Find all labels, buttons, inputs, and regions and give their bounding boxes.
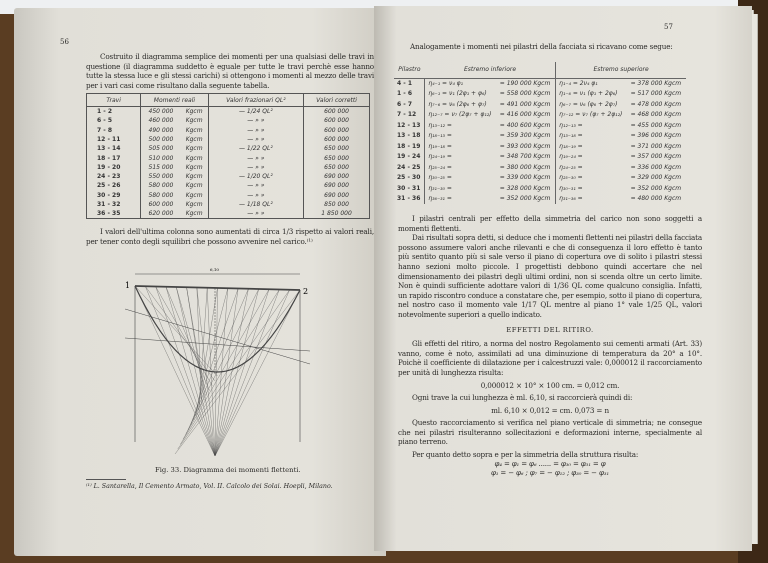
table-cell: η₁₃₋₁₈ = [559,132,583,140]
table-cell: Kgcm [181,200,208,209]
table-cell: 24 - 25 [394,162,425,173]
equation-4: φ₁ = − φ₆ ; φ₇ = − φ₁₂ ; φ₃₀ = − φ₃₁ [490,469,610,478]
node-label-2: 2 [303,287,309,296]
table-cell: 36 - 35 [87,209,141,218]
table-cell: η₁₃₋₁₂ = [428,121,452,129]
table-cell: = 329 000 Kgcm [630,174,682,182]
table-cell: — 1/24 QL² [208,107,303,116]
table-cell: η₃₀₋₂₅ = [428,174,452,182]
column-header: Valori frazionari QL² [208,94,303,107]
table-cell: η₁₋₆ = ν₁ (φ₁ + 2φ₆) [559,90,618,98]
intro-paragraph: Analogamente i momenti nei pilastri della facciata si ricavano come segue: [410,42,673,51]
moment-diagram [95,266,335,462]
table-cell: 850 000 [304,200,370,209]
paragraph-beam-length: Ogni trave la cui lunghezza è ml. 6,10, si raccorcierà quindi di: [412,393,633,403]
table-cell: 690 000 [304,172,370,181]
table-cell: 600 000 [304,125,370,134]
column-header: Travi [87,94,141,107]
table-cell: 25 - 30 [394,173,425,184]
table-cell: η₆₋₇ = ν₆ (φ₆ + 2φ₇) [559,100,618,108]
table-cell: 6 - 7 [394,99,425,110]
table-cell: η₃₆₋₃₁ = [428,195,452,203]
table-cell: 6 - 5 [87,116,141,125]
table-cell: Kgcm [181,209,208,218]
table-row [394,110,686,121]
table-cell: 31 - 32 [87,200,141,209]
table-cell: 600 000 [304,135,370,144]
table-cell: η₇₋₆ = ν₆ (2φ₆ + φ₇) [428,100,487,108]
table-cell: = 468 000 Kgcm [630,111,682,119]
table-cell: 1 - 6 [394,89,425,100]
table-row [87,181,370,190]
table-cell: = 378 000 Kgcm [630,80,682,87]
table-cell: = 352 000 Kgcm [497,194,556,205]
table-row [87,107,370,116]
page-number: 56 [60,38,69,46]
table-row [394,78,686,89]
table-cell: — » » [208,153,303,162]
table-cell: 650 000 [304,144,370,153]
figure-caption: Fig. 33. Diagramma dei momenti flettenti. [155,466,301,474]
table-cell: — 1/20 QL² [208,172,303,181]
footnote-rule [86,479,126,480]
table-row [87,144,370,153]
page-number: 57 [664,23,673,31]
table-cell: 13 - 18 [394,131,425,142]
table-cell: 600 000 [304,116,370,125]
right-text-flow [398,214,702,479]
table-cell: η₁₉₋₁₈ = [428,142,452,150]
table-row [87,135,370,144]
table-cell: η₂₅₋₂₄ = [428,163,452,171]
table-cell: η₃₀₋₃₁ = [559,184,583,192]
table-cell: 7 - 12 [394,110,425,121]
table-row [394,183,686,194]
table-cell: = 400 600 Kgcm [497,120,556,131]
table-cell: Kgcm [181,116,208,125]
table-cell: 25 - 26 [87,181,141,190]
footnote: ⁽¹⁾ L. Santarella, Il Cemento Armato, Vol. II. Calcolo dei Solai. Hoepli, Milano. [86,483,333,490]
table-cell: 1 850 000 [304,209,370,218]
table-cell: = 190 000 Kgcm [497,78,556,89]
table-cell: 650 000 [304,153,370,162]
table-cell: Kgcm [181,144,208,153]
table-cell: Kgcm [181,135,208,144]
table-cell: η₃₁₋₃₆ = [559,195,583,203]
table-row [394,173,686,184]
column-header: Momenti reali [141,94,208,107]
table-cell: 580 000 [141,181,181,190]
table-cell: η₁₋₄ = 2ν₄ φ₁ [559,80,598,87]
column-moments-table [394,62,686,204]
span-label: 6,10 [210,267,219,272]
table-cell: — 1/18 QL² [208,200,303,209]
section-title: EFFETTI DEL RITIRO. [506,325,594,334]
table-cell: 7 - 8 [87,125,141,134]
table-row [87,125,370,134]
left-text-flow [86,52,374,246]
table-cell: 510 000 [141,153,181,162]
table-cell: = 491 000 Kgcm [497,99,556,110]
table-cell: 24 - 23 [87,172,141,181]
table-cell: η₃₁₋₃₀ = [428,184,452,192]
paragraph-conclusion: Per quanto detto sopra e per la simmetria della struttura risulta: [412,450,639,460]
intro-paragraph: Costruito il diagramma semplice dei momenti per una qualsiasi delle travi in questione (il diagramma suddetto è eguale per tutte le travi perchè esse hanno tutte la stessa luce e gli stessi carichi) si ottengono i momenti al mezzo delle travi per i vari casi come risultano dalla seguente tabella. [86,52,374,90]
table-cell: η₁₂₋₁₃ = [559,121,583,129]
table-row [394,141,686,152]
table-cell: = 380 000 Kgcm [497,162,556,173]
table-cell: η₁₉₋₂₄ = [559,153,583,161]
table-cell: 4 - 1 [394,78,425,89]
table-cell: 550 000 [141,172,181,181]
table-cell: — 1/22 QL² [208,144,303,153]
table-cell: — » » [208,181,303,190]
paragraph-results: Dai risultati sopra detti, si deduce che i momenti flettenti nei pilastri della facciata possono assumere valori anche rilevanti e che di conseguenza il loro effetto è tanto più sentito quanto più si sale verso il piano di copertura ove di solito i pilastri stessi hanno sezioni molto piccole. I progettisti debbono quindi accertare che nel dimensionamento dei pilastri degli ultimi ordini, non si scenda oltre un certo limite. Non è quindi sufficiente adottare valori di 1/36 QL come qualcuno consiglia. Infatti, un rapido riscontro conduce a constatare che, per esempio, sotto il piano di copertura, nel nostro caso il momento vale 1/17 QL mentre al piano 1° vale 1/25 QL, valori notevolmente superiori a quello indicato. [398,233,702,319]
table-cell: 30 - 29 [87,191,141,200]
table-row [394,152,686,163]
table-row [87,200,370,209]
table-cell: 19 - 20 [87,163,141,172]
table-cell: = 328 000 Kgcm [497,183,556,194]
table-cell: η₆₋₁ = ν₁ (2φ₁ + φ₆) [428,90,487,98]
table-cell: Kgcm [181,163,208,172]
table-row [394,99,686,110]
table-cell: 690 000 [304,181,370,190]
table-cell: Kgcm [181,153,208,162]
table-cell: 31 - 36 [394,194,425,205]
paragraph-shrinkage: Gli effetti del ritiro, a norma del nostro Regolamento sui cementi armati (Art. 33) vanno, come è noto, assimilati ad una diminuzione di temperatura da 20° a 10°. Poichè il coefficiente di dilatazione per i calcestruzzi vale: 0,000012 il raccorciamento per unità di lunghezza risulta: [398,339,702,377]
table-cell: = 336 000 Kgcm [630,163,682,171]
table-cell: Kgcm [181,125,208,134]
table-cell: = 359 300 Kgcm [497,131,556,142]
table-row [87,153,370,162]
table-row [87,163,370,172]
table-row [87,191,370,200]
moment-curve [135,286,300,372]
table-cell: η₂₄₋₂₅ = [559,163,583,171]
table-cell: = 480 000 Kgcm [630,195,682,203]
table-cell: 690 000 [304,191,370,200]
table-row [394,89,686,100]
table-cell: 19 - 24 [394,152,425,163]
table-row [394,162,686,173]
table-cell: 12 - 11 [87,135,141,144]
table-cell: η₁₈₋₁₃ = [428,132,452,140]
column-header: Pilastro [394,62,425,78]
table-cell: = 416 000 Kgcm [497,110,556,121]
table-cell: η₂₄₋₁₉ = [428,153,452,161]
table-cell: = 371 000 Kgcm [630,142,682,150]
table-cell: 18 - 17 [87,153,141,162]
table-cell: Kgcm [181,181,208,190]
table-cell: 600 000 [304,107,370,116]
table-row [394,194,686,205]
table-cell: Kgcm [181,107,208,116]
table-cell: — » » [208,116,303,125]
equation-3: φ₄ = φ₁ = φ₆ ...... = φ₃₀ = φ₃₁ = φ [494,459,606,468]
column-header: Estremo inferiore [425,62,556,78]
table-cell: 600 000 [141,200,181,209]
column-header: Estremo superiore [556,62,686,78]
table-cell: 460 000 [141,116,181,125]
equation-2: ml. 6,10 × 0,012 = cm. 0,073 = n [491,405,609,415]
table-cell: 500 000 [141,135,181,144]
moments-table [86,93,370,219]
table-cell: = 352 000 Kgcm [630,184,682,192]
table-cell: — » » [208,125,303,134]
table-row [87,209,370,218]
table-cell: — » » [208,135,303,144]
table-cell: 650 000 [304,163,370,172]
table-row [394,131,686,142]
table-cell: — » » [208,191,303,200]
table-cell: 13 - 14 [87,144,141,153]
table-cell: 1 - 2 [87,107,141,116]
table-cell: 490 000 [141,125,181,134]
paragraph-symmetry: Questo raccorciamento si verifica nel piano verticale di simmetria; ne consegue che nei pilastri risulteranno sollecitazioni e deformazioni interne, specialmente al piano terreno. [398,418,702,447]
table-cell: = 357 000 Kgcm [630,153,682,161]
table-cell: 18 - 19 [394,141,425,152]
table-cell: = 517 000 Kgcm [630,90,682,98]
node-label-1: 1 [125,281,131,290]
table-cell: — » » [208,163,303,172]
table-cell: Kgcm [181,172,208,181]
table-cell: = 339 000 Kgcm [497,173,556,184]
table-cell: 30 - 31 [394,183,425,194]
table-cell: 580 000 [141,191,181,200]
table-cell: Kgcm [181,191,208,200]
table-cell: η₄₋₁ = ν₄ φ₁ [428,80,463,87]
table-cell: = 558 000 Kgcm [497,89,556,100]
table-cell: η₁₂₋₇ = ν₇ (2φ₇ + φ₁₂) [428,111,492,119]
table-cell: η₁₈₋₁₉ = [559,142,583,150]
paragraph-central-columns: I pilastri centrali per effetto della simmetria del carico non sono soggetti a momenti flettenti. [398,214,702,233]
equation-1: 0,000012 × 10° × 100 cm. = 0,012 cm. [480,380,620,390]
table-cell: = 478 000 Kgcm [630,100,682,108]
table-row [87,116,370,125]
table-row [87,172,370,181]
note-paragraph: I valori dell'ultima colonna sono aumentati di circa 1/3 rispetto ai valori reali, per tener conto degli squilibri che possono avvenire nel carico.⁽¹⁾ [86,226,374,246]
table-cell: 515 000 [141,163,181,172]
table-cell: = 396 000 Kgcm [630,132,682,140]
table-cell: 505 000 [141,144,181,153]
table-cell: η₂₅₋₃₀ = [559,174,583,182]
column-header: Valori corretti [304,94,370,107]
table-cell: 12 - 13 [394,120,425,131]
table-cell: 450 000 [141,107,181,116]
table-cell: = 348 700 Kgcm [497,152,556,163]
table-cell: = 455 000 Kgcm [630,121,682,129]
table-cell: = 393 000 Kgcm [497,141,556,152]
table-cell: — » » [208,209,303,218]
table-cell: η₇₋₁₂ = ν₇ (φ₇ + 2φ₁₂) [559,111,623,119]
table-row [394,120,686,131]
table-cell: 620 000 [141,209,181,218]
